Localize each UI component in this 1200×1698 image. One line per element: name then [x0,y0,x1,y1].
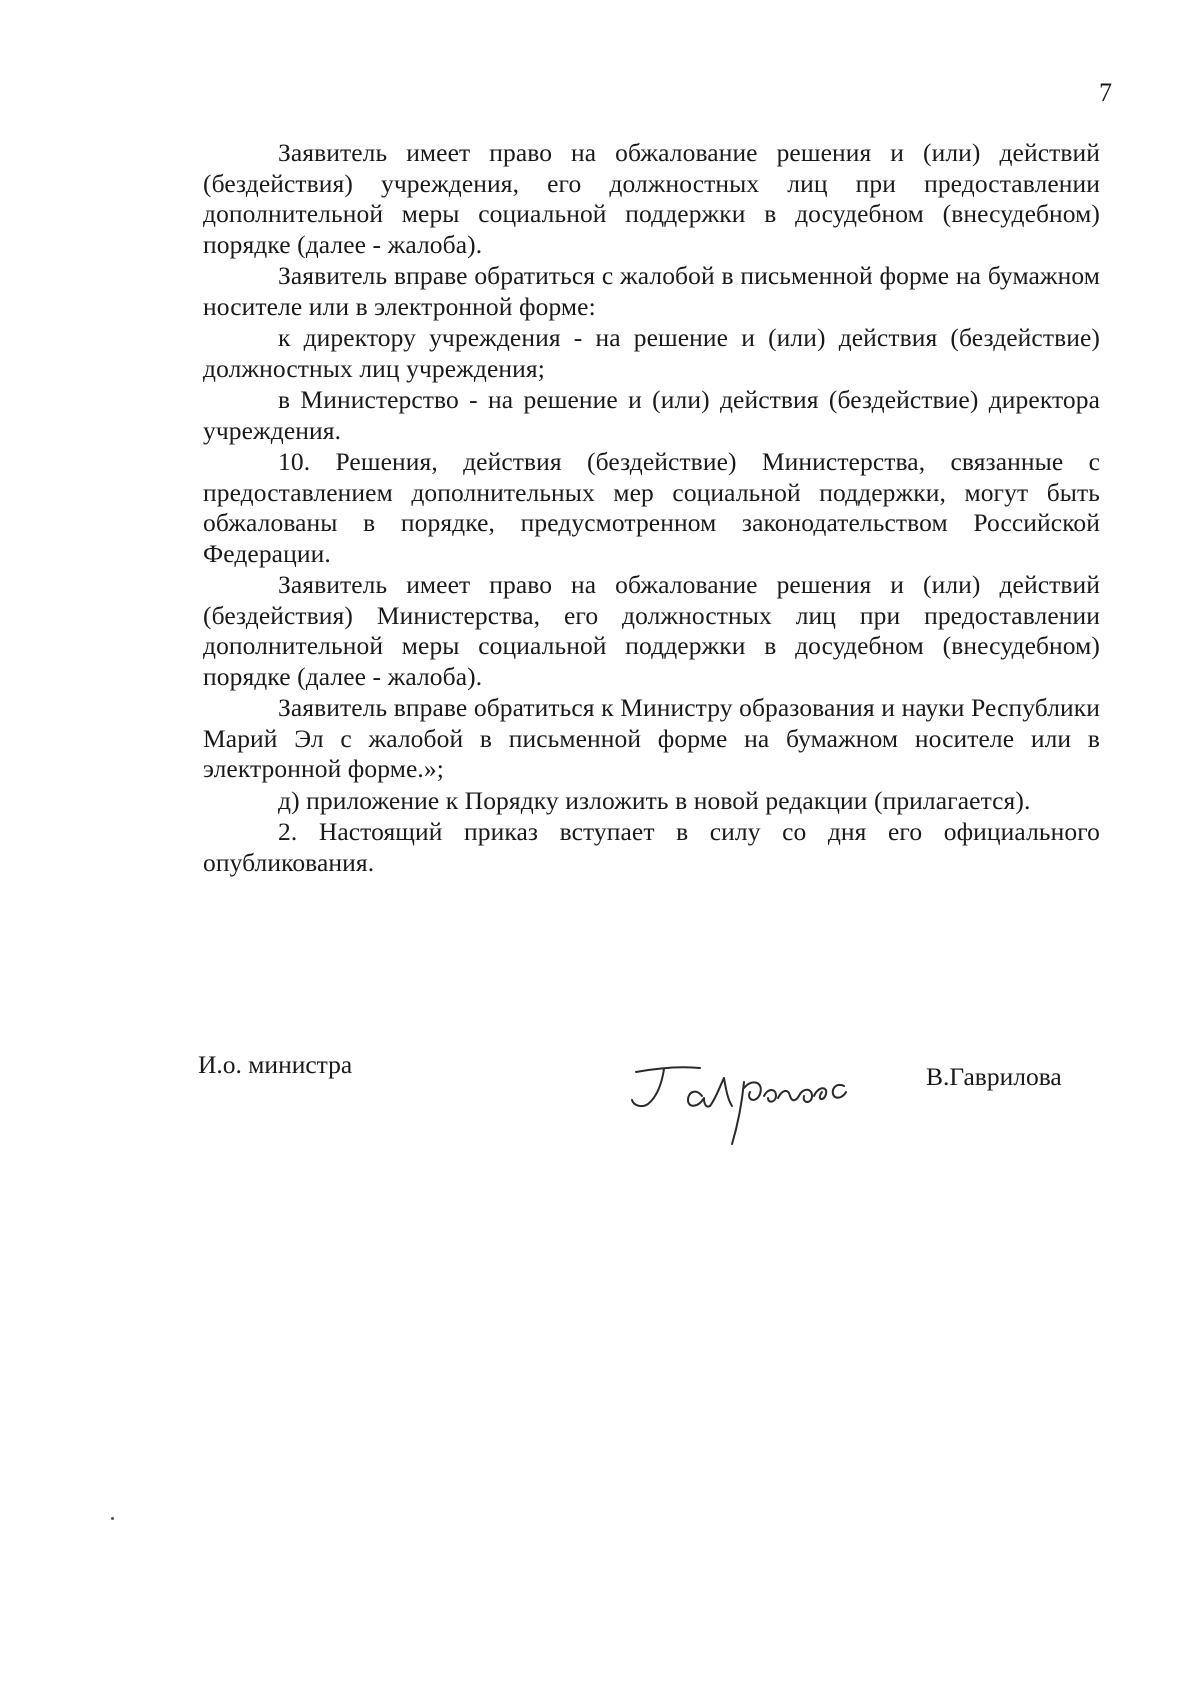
paragraph-to-director: к директору учреждения - на решение и (или) действия (бездействие) должностных лиц учреждения; [203,323,1100,383]
paragraph-appeal-right-ministry: Заявитель имеет право на обжалование решения и (или) действий (бездействия) Министерства, его должностных лиц при предоставлении дополнительной меры социальной поддержки в досудебном (внесудебном) порядке (далее - жалоба). [203,570,1100,691]
document-body [203,138,1100,879]
paragraph-to-minister: Заявитель вправе обратиться к Министру образования и науки Республики Марий Эл с жалобой в письменной форме на бумажном носителе или в электронной форме.»; [203,693,1100,783]
signatory-title: И.о. министра [198,1050,353,1079]
paragraph-appeal-right-institution: Заявитель имеет право на обжалование решения и (или) действий (бездействия) учреждения, его должностных лиц при предоставлении дополнительной меры социальной поддержки в досудебном (внесудебном) порядке (далее - жалоба). [203,138,1100,259]
paragraph-appendix: д) приложение к Порядку изложить в новой редакции (прилагается). [278,785,1031,815]
paragraph-effective-date: 2. Настоящий приказ вступает в силу со дня его официального опубликования. [203,817,1100,877]
scan-artifact-dot [111,1517,114,1520]
handwritten-signature-icon [618,1038,858,1148]
paragraph-complaint-form: Заявитель вправе обратиться с жалобой в письменной форме на бумажном носителе или в электронной форме: [203,261,1100,321]
paragraph-to-ministry: в Министерство - на решение и (или) действия (бездействие) директора учреждения. [203,385,1100,445]
signatory-name: В.Гаврилова [926,1062,1062,1091]
paragraph-item-10: 10. Решения, действия (бездействие) Министерства, связанные с предоставлением дополнительных мер социальной поддержки, могут быть обжалованы в порядке, предусмотренном законодательством Российской Федерации. [203,447,1100,568]
signature-block [198,1038,1098,1158]
page-number: 7 [1099,78,1112,107]
